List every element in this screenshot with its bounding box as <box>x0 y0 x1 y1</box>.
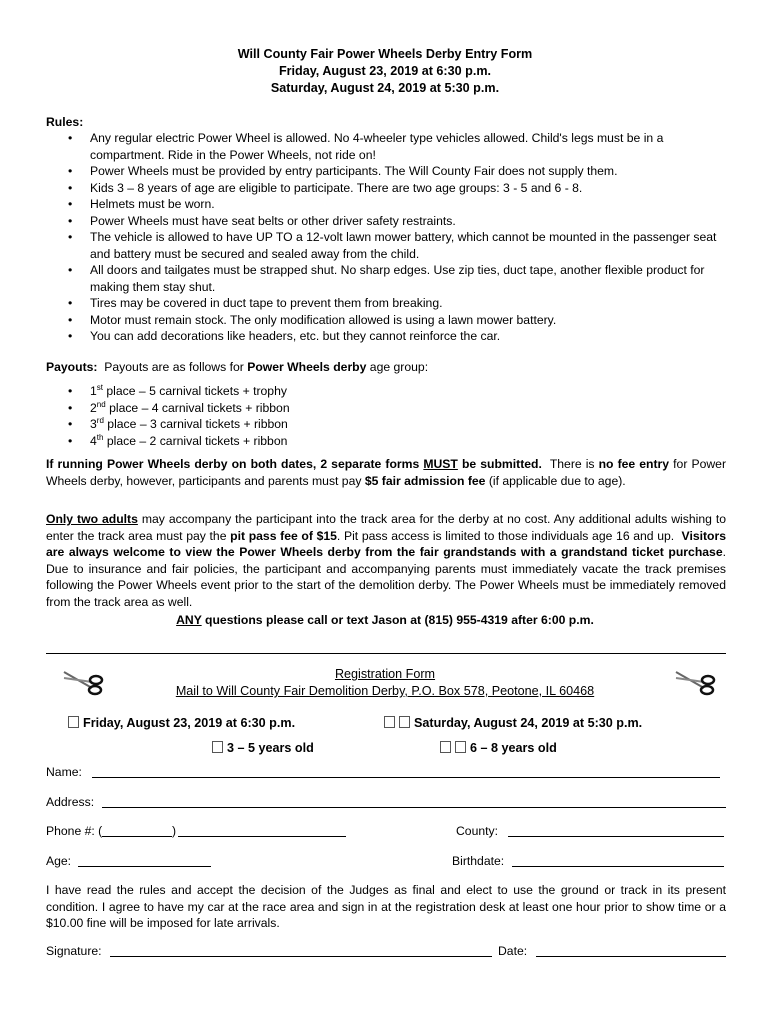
signature-label: Signature: <box>46 944 102 958</box>
bullet-icon: • <box>68 164 73 178</box>
rule-item: • The vehicle is allowed to have UP TO a 12-volt lawn mower battery, which cannot be mounted in the passenger seat and battery must be secured and sealed away from the child. <box>68 230 717 261</box>
bullet-icon: • <box>68 230 73 244</box>
rules-list <box>46 130 726 345</box>
payout-item: • 3rd place – 3 carnival tickets + ribbon <box>68 415 288 431</box>
address-field[interactable] <box>102 807 726 808</box>
event-date-friday: Friday, August 23, 2019 at 6:30 p.m. <box>278 64 492 78</box>
option-friday[interactable]: Friday, August 23, 2019 at 6:30 p.m. <box>68 715 295 732</box>
adults-paragraph: Only two adults may accompany the participant into the track area for the derby at no cost. Any additional adults wishing to enter the track area must pay the pit pass fee of $15. Pit pass access is limited to those individuals age 16 and up. Visitors are always welcome to view the Power Wheels derby from the fair grandstands with a grandstand ticket purchase. Due to insurance and fair policies, the participant and accompanying parents must immediately vacate the track premises following the Power Wheels event prior to the start of the demolition derby. The Power Wheels must be immediately removed from the track area as well. <box>46 512 727 609</box>
rule-item: • Tires may be covered in duct tape to prevent them from breaking. <box>68 296 443 310</box>
bullet-icon: • <box>68 384 73 398</box>
bullet-icon: • <box>68 417 73 431</box>
county-field[interactable] <box>508 836 724 837</box>
mailing-address: Mail to Will County Fair Demolition Derby, P.O. Box 578, Peotone, IL 60468 <box>175 684 595 698</box>
rule-item: • Power Wheels must be provided by entry participants. The Will County Fair does not supply them. <box>68 164 618 178</box>
birthdate-label: Birthdate: <box>452 854 505 868</box>
payouts-list <box>46 383 726 449</box>
name-field[interactable] <box>92 777 720 778</box>
rule-item: • Helmets must be worn. <box>68 197 215 211</box>
checkbox-icon[interactable] <box>440 741 451 753</box>
bullet-icon: • <box>68 263 73 277</box>
checkbox-icon[interactable] <box>399 716 410 728</box>
date-field[interactable] <box>536 956 726 957</box>
bullet-icon: • <box>68 213 73 228</box>
payout-item: • 2nd place – 4 carnival tickets + ribbon <box>68 399 290 415</box>
bullet-icon: • <box>68 296 73 310</box>
age-label: Age: <box>46 854 72 868</box>
rule-item: • Motor must remain stock. The only modification allowed is using a lawn mower battery. <box>68 312 557 327</box>
option-age-6-8[interactable]: 6 – 8 years old <box>440 740 557 757</box>
rule-item: • Power Wheels must have seat belts or other driver safety restraints. <box>68 213 456 228</box>
address-label: Address: <box>46 795 95 809</box>
rules-heading: Rules: <box>46 115 84 129</box>
form-title: Will County Fair Power Wheels Derby Entry Form <box>237 47 533 61</box>
bullet-icon: • <box>68 197 73 211</box>
bullet-icon: • <box>68 180 73 195</box>
rule-item: • You can add decorations like headers, etc. but they cannot reinforce the car. <box>68 329 501 343</box>
bullet-icon: • <box>68 131 73 145</box>
bullet-icon: • <box>68 312 73 327</box>
checkbox-icon[interactable] <box>384 716 395 728</box>
questions-contact: ANY questions please call or text Jason at (815) 955-4319 after 6:00 p.m. <box>176 613 594 627</box>
age-field[interactable] <box>78 866 211 867</box>
phone-paren: ) <box>172 824 177 838</box>
bullet-icon: • <box>68 329 73 343</box>
payout-item: • 4th place – 2 carnival tickets + ribbon <box>68 432 288 448</box>
checkbox-icon[interactable] <box>68 716 79 728</box>
both-dates-paragraph: If running Power Wheels derby on both dates, 2 separate forms MUST be submitted. There is no fee entry for Power Wheels derby, however, participants and parents must pay $5 fair admission fee (if applicable due to age). <box>46 457 726 488</box>
signature-field[interactable] <box>110 956 492 957</box>
county-label: County: <box>456 824 499 838</box>
phone-label: Phone #: ( <box>46 824 103 838</box>
bullet-icon: • <box>68 433 73 448</box>
option-age-3-5[interactable]: 3 – 5 years old <box>212 740 314 757</box>
phone-area-code-field[interactable] <box>102 836 172 837</box>
date-label: Date: <box>498 944 528 958</box>
option-saturday[interactable]: Saturday, August 24, 2019 at 5:30 p.m. <box>384 715 642 732</box>
name-label: Name: <box>46 765 82 779</box>
payouts-intro: Payouts: Payouts are as follows for Power Wheels derby age group: <box>46 360 429 374</box>
rule-item: • Any regular electric Power Wheel is allowed. No 4-wheeler type vehicles allowed. Child's legs must be in a compartment. Ride in the Power Wheels, not ride on! <box>68 131 664 162</box>
rule-item: • Kids 3 – 8 years of age are eligible to participate. There are two age groups: 3 - 5 and 6 - 8. <box>68 180 583 195</box>
birthdate-field[interactable] <box>512 866 724 867</box>
phone-number-field[interactable] <box>178 836 346 837</box>
checkbox-icon[interactable] <box>212 741 223 753</box>
cut-line-divider <box>46 653 726 654</box>
checkbox-icon[interactable] <box>455 741 466 753</box>
payout-item: • 1st place – 5 carnival tickets + trophy <box>68 382 287 398</box>
payouts-heading: Payouts: <box>46 360 98 374</box>
consent-statement: I have read the rules and accept the decision of the Judges as final and elect to use the ground or track in its present condition. I agree to have my car at the race area and sign in at the registration desk at least one hour prior to show time or a $10.00 fine will be imposed for late arrivals. <box>46 883 726 930</box>
event-date-saturday: Saturday, August 24, 2019 at 5:30 p.m. <box>270 81 500 95</box>
registration-title: Registration Form <box>334 667 436 681</box>
bullet-icon: • <box>68 400 73 415</box>
rule-item: • All doors and tailgates must be strapped shut. No sharp edges. Use zip ties, duct tape, another flexible product for making them stay shut. <box>68 263 705 294</box>
